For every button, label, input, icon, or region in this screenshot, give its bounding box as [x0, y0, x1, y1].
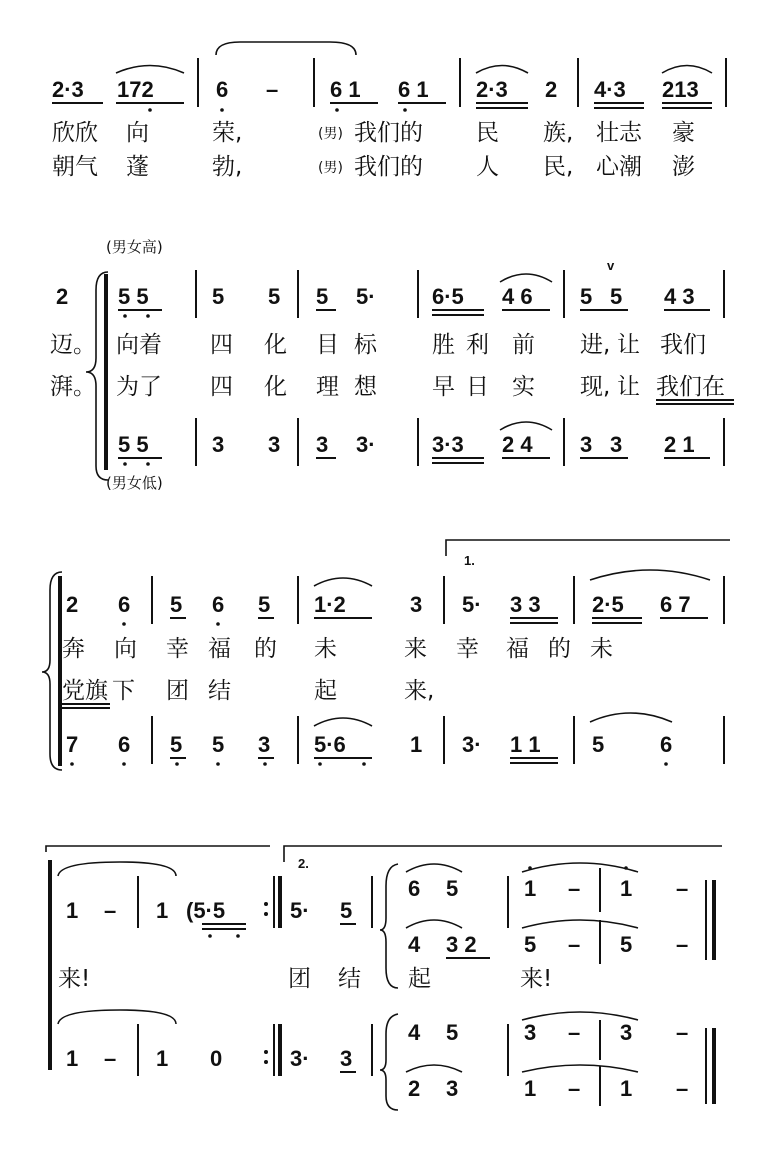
note: 3 — [410, 592, 423, 617]
lyric: 朝气 — [52, 154, 98, 180]
note: 5 — [268, 284, 281, 309]
lyric: 豪 — [672, 120, 695, 146]
note: – — [568, 876, 581, 901]
lyric: 来 — [404, 636, 427, 662]
lyric: 日 — [466, 374, 489, 400]
lyric: 团 — [166, 678, 189, 704]
note: 3 — [524, 1020, 537, 1045]
lyric: 想 — [354, 374, 377, 400]
lyric: 四 — [210, 374, 233, 400]
note: 5· — [290, 898, 310, 923]
note: 5 — [524, 932, 537, 957]
lyric: 我们的 — [354, 154, 423, 180]
lyric: 向 — [114, 636, 137, 662]
note: 2 — [56, 284, 69, 309]
lyric: 未 — [590, 636, 613, 662]
note: 3· — [462, 732, 482, 757]
note: 6 — [660, 732, 673, 757]
note: 1 — [66, 1046, 79, 1071]
note: 2·5 — [592, 592, 624, 617]
lyric: 迈。 — [50, 332, 96, 358]
note: – — [266, 77, 279, 102]
lyric: 实 — [512, 374, 535, 400]
note: 5 — [340, 898, 353, 923]
note: 2·3 — [476, 77, 508, 102]
note: 3 — [316, 432, 329, 457]
note: 4·3 — [594, 77, 626, 102]
lyric: 让 — [617, 374, 640, 400]
volta-1-label: 1. — [464, 553, 475, 568]
lyric: 前 — [512, 332, 535, 358]
note: 3 — [340, 1046, 353, 1071]
note: (5·5 — [186, 898, 226, 923]
note: 3·3 — [432, 432, 464, 457]
lyric: 荣, — [212, 120, 243, 146]
lyric: 的 — [548, 636, 571, 662]
lyric: 结 — [338, 966, 361, 992]
note: 2·3 — [52, 77, 84, 102]
lyric: 现, — [580, 374, 611, 400]
note: 6 — [408, 876, 421, 901]
note: 4 6 — [502, 284, 533, 309]
breath-mark: v — [607, 258, 615, 273]
note: 5 — [446, 1020, 459, 1045]
lyric: 进, — [580, 332, 611, 358]
note: 6 7 — [660, 592, 691, 617]
system-2 — [50, 238, 734, 492]
lyric: 勃, — [212, 154, 243, 180]
lyric: 人 — [476, 154, 499, 180]
lyric: 幸 — [456, 636, 479, 662]
note: 3 — [212, 432, 225, 457]
lyric: 胜 — [432, 332, 455, 358]
note: 3 3 — [510, 592, 541, 617]
note: 1 — [620, 876, 633, 901]
lyric: 欣欣 — [52, 120, 98, 146]
note: – — [568, 932, 581, 957]
note: – — [676, 876, 689, 901]
lyric: 福 — [208, 636, 231, 662]
lyric: 湃。 — [50, 374, 96, 400]
note: 3 — [268, 432, 281, 457]
note: 2 4 — [502, 432, 533, 457]
lyric: (男) — [318, 160, 343, 176]
note: 4 — [408, 932, 421, 957]
note: 6·5 — [432, 284, 464, 309]
lyric: (男) — [318, 126, 343, 142]
note: 1 — [410, 732, 423, 757]
note: – — [104, 1046, 117, 1071]
note: 3· — [290, 1046, 310, 1071]
note: 5· — [356, 284, 376, 309]
note: 3 — [580, 432, 593, 457]
note: 6 — [118, 592, 131, 617]
lyric: 我们的 — [354, 120, 423, 146]
note: 2 — [408, 1076, 421, 1101]
voice-label-low: (男女低) — [106, 474, 163, 492]
lyric: 让 — [617, 332, 640, 358]
lyric: 壮志 — [596, 120, 642, 146]
note: 3· — [356, 432, 376, 457]
note: 5 — [446, 876, 459, 901]
note: 1 — [156, 1046, 169, 1071]
lyric: 下 — [112, 678, 135, 704]
lyric: 民 — [476, 120, 499, 146]
lyric: 起 — [408, 966, 431, 992]
lyric: 四 — [210, 332, 233, 358]
note: 1 — [620, 1076, 633, 1101]
note: 3 — [610, 432, 623, 457]
lyric: 我们在 — [656, 374, 725, 400]
note: 5 — [212, 284, 225, 309]
note: 1 — [66, 898, 79, 923]
note: 2 — [66, 592, 79, 617]
note: – — [676, 1076, 689, 1101]
lyric: 来, — [404, 678, 435, 704]
lyric: 的 — [254, 636, 277, 662]
lyric: 澎 — [672, 154, 695, 180]
note: – — [676, 1020, 689, 1045]
note: 5 — [592, 732, 605, 757]
lyric: 为了 — [116, 374, 162, 400]
lyric: 来! — [58, 966, 91, 992]
lyric: 来! — [520, 966, 553, 992]
note: 5 — [610, 284, 623, 309]
note: 6 — [212, 592, 225, 617]
note: 5 — [170, 592, 183, 617]
volta-2-label: 2. — [298, 856, 309, 871]
lyric: 结 — [208, 678, 231, 704]
note: 6 — [216, 77, 229, 102]
lyric: 起 — [314, 678, 337, 704]
lyric: 理 — [316, 374, 339, 400]
note: 5·6 — [314, 732, 346, 757]
system-1 — [52, 42, 726, 180]
lyric: 福 — [506, 636, 529, 662]
lyric: 族, — [543, 120, 574, 146]
lyric: 标 — [354, 332, 377, 358]
lyric: 奔 — [62, 636, 85, 662]
lyric: 向 — [126, 120, 149, 146]
note: 3 — [258, 732, 271, 757]
note: 213 — [662, 77, 699, 102]
note: 3 2 — [446, 932, 477, 957]
note: 1·2 — [314, 592, 346, 617]
note: 5· — [462, 592, 482, 617]
note: 6 1 — [398, 77, 429, 102]
note: 2 1 — [664, 432, 695, 457]
note: 5 5 — [118, 432, 149, 457]
lyric: 化 — [264, 332, 287, 358]
note: 5 — [170, 732, 183, 757]
note: 0 — [210, 1046, 223, 1071]
note: 7 — [66, 732, 79, 757]
note: 5 — [258, 592, 271, 617]
note: – — [676, 932, 689, 957]
lyric: 团 — [288, 966, 311, 992]
note: 1 1 — [510, 732, 541, 757]
lyric: 向着 — [116, 332, 162, 358]
lyric: 利 — [466, 332, 489, 358]
lyric: 早 — [432, 374, 455, 400]
lyric: 未 — [314, 636, 337, 662]
note: 4 3 — [664, 284, 695, 309]
note: 5 — [316, 284, 329, 309]
note: 5 5 — [118, 284, 149, 309]
note: 4 — [408, 1020, 421, 1045]
note: 172 — [117, 77, 154, 102]
lyric: 幸 — [166, 636, 189, 662]
note: 5 — [620, 932, 633, 957]
voice-label-high: (男女高) — [106, 238, 163, 256]
note: 1 — [524, 876, 537, 901]
lyric: 我们 — [660, 332, 706, 358]
lyric: 民, — [543, 154, 574, 180]
note: 2 — [545, 77, 558, 102]
system-3 — [42, 540, 730, 770]
note: – — [104, 898, 117, 923]
lyric: 目 — [316, 332, 339, 358]
note: 1 — [156, 898, 169, 923]
note: – — [568, 1076, 581, 1101]
note: 3 — [446, 1076, 459, 1101]
note: 6 — [118, 732, 131, 757]
note: 6 1 — [330, 77, 361, 102]
note: 5 — [212, 732, 225, 757]
note: 3 — [620, 1020, 633, 1045]
lyric: 心潮 — [596, 154, 642, 180]
note: – — [568, 1020, 581, 1045]
lyric: 蓬 — [126, 154, 149, 180]
system-4 — [46, 846, 722, 1110]
note: 1 — [524, 1076, 537, 1101]
lyric: 化 — [264, 374, 287, 400]
lyric: 党旗 — [62, 678, 108, 704]
note: 5 — [580, 284, 593, 309]
